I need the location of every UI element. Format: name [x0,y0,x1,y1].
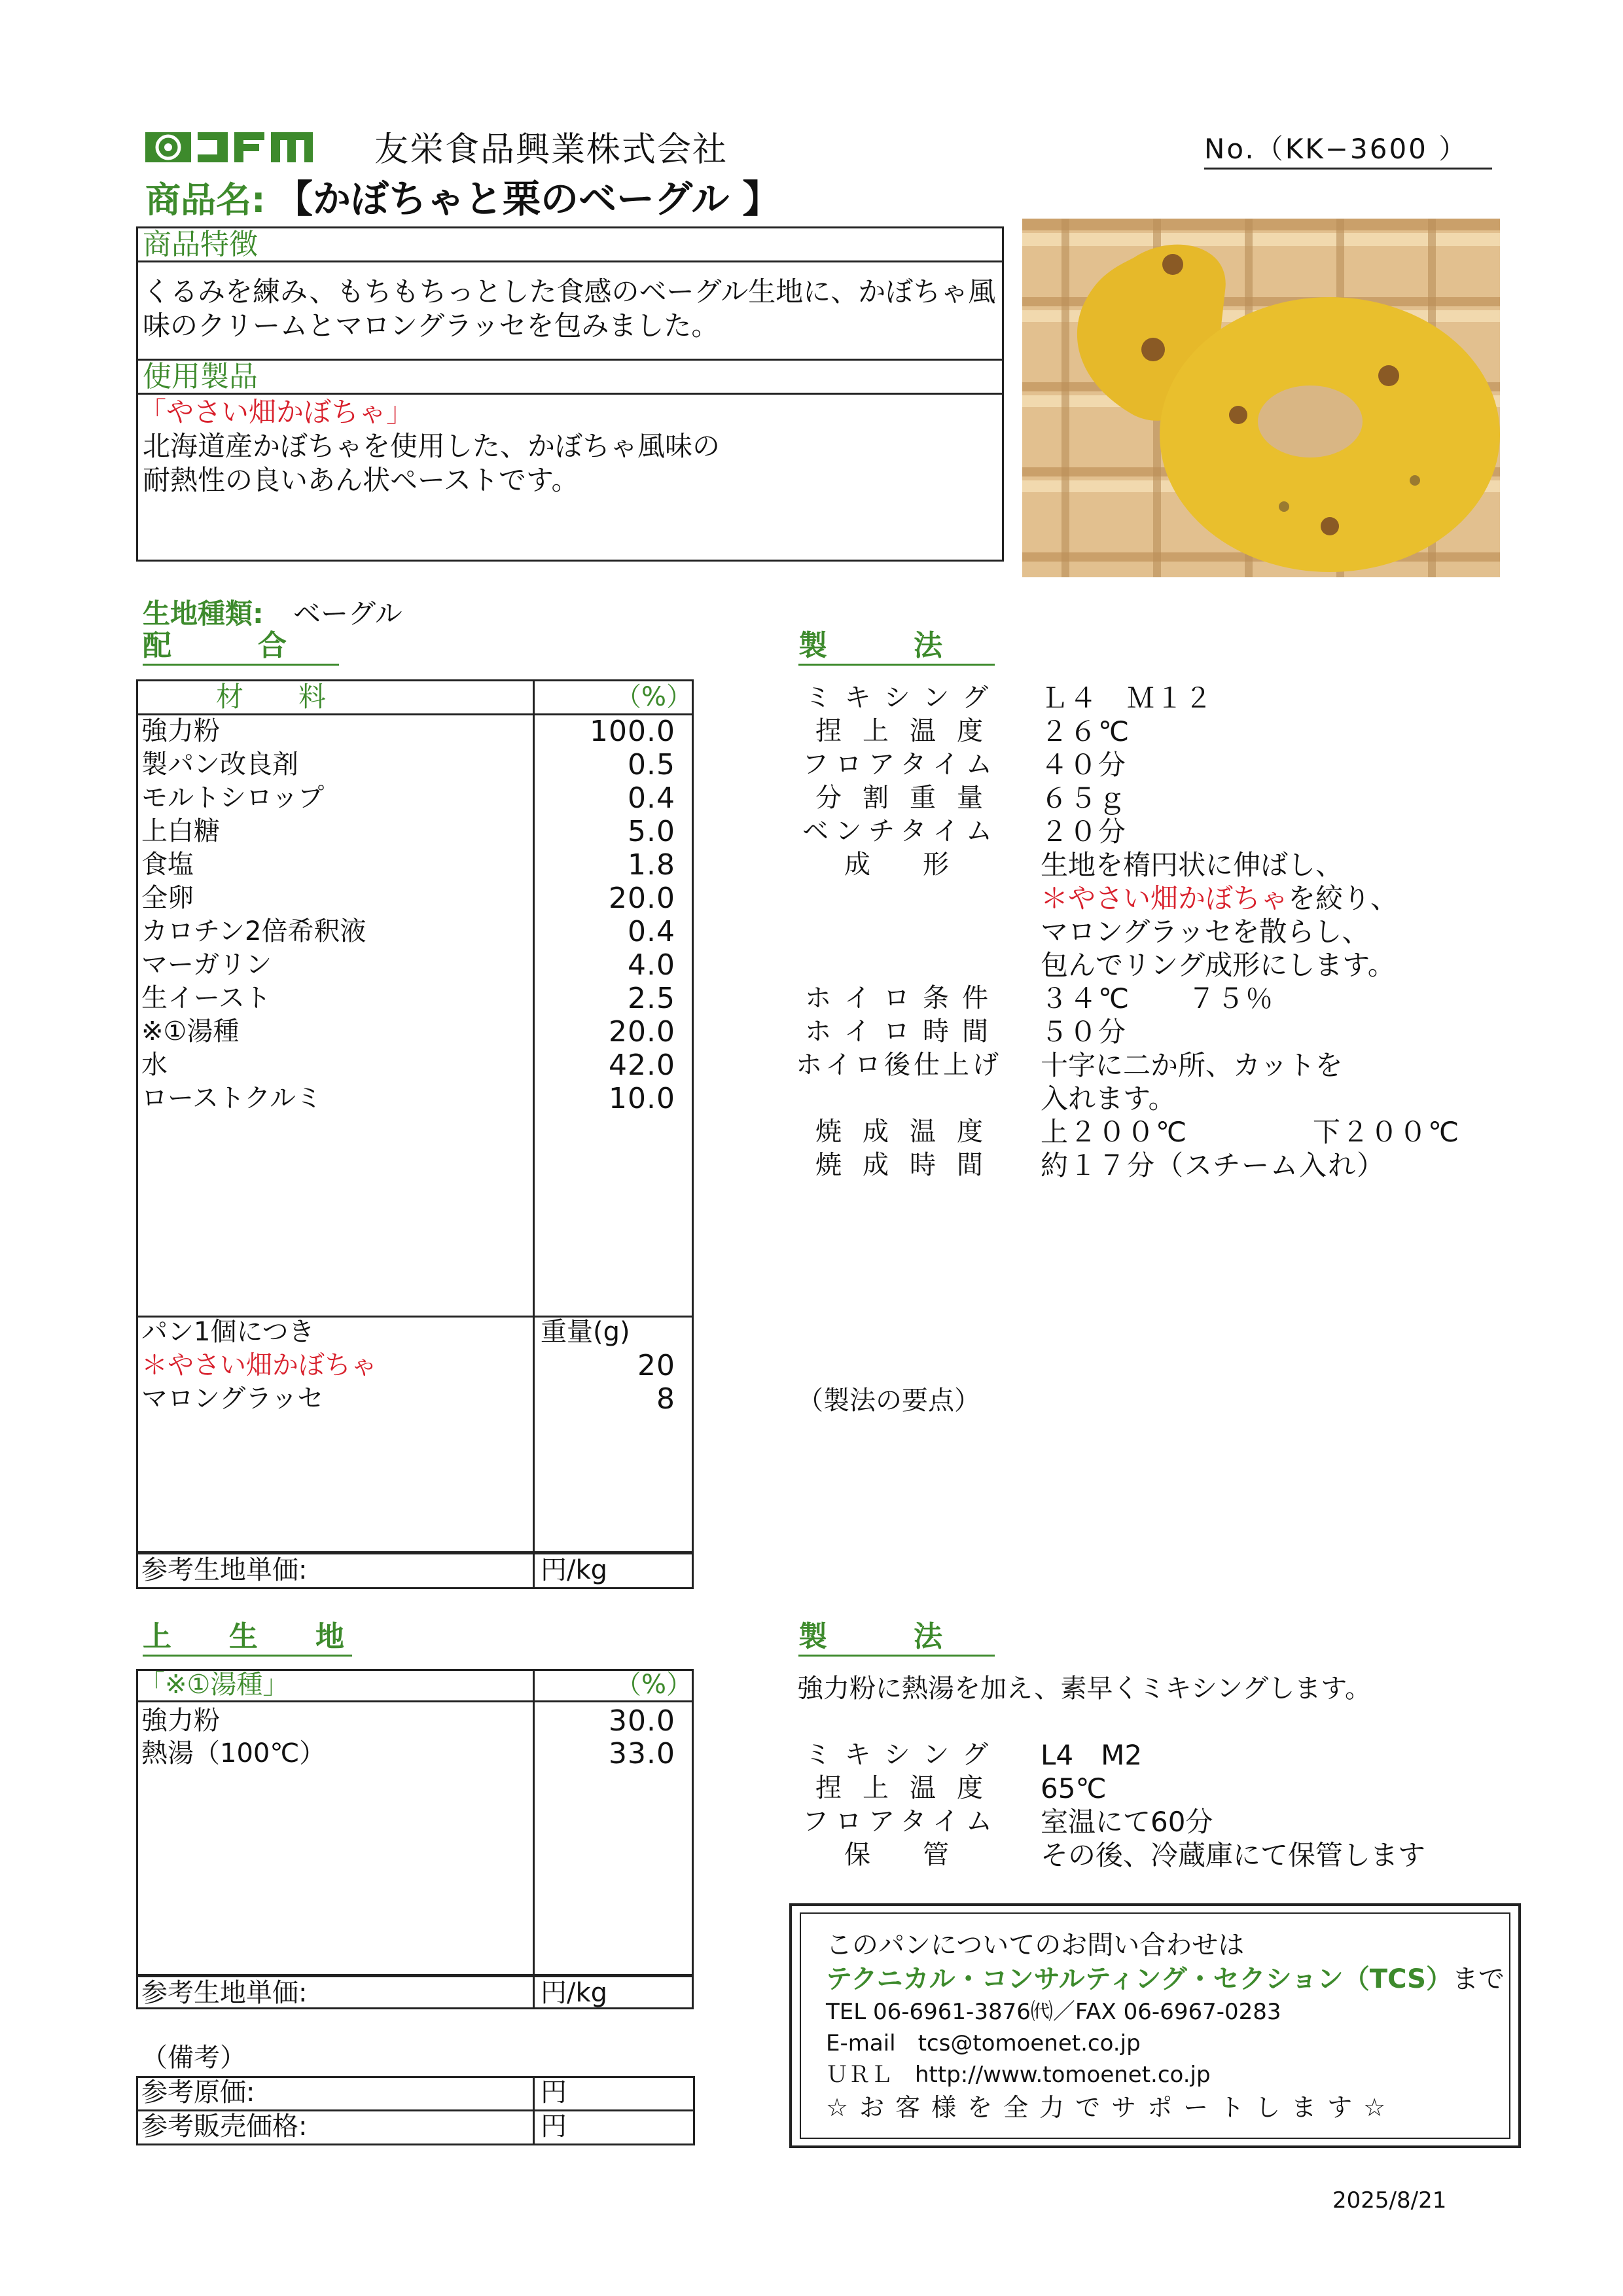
ingredient-value: 2.5 [628,982,675,1015]
ingredient-value: 4.0 [628,948,675,982]
yudane-method-heading: 製 法 [798,1619,995,1657]
weight-label: 重量(g) [541,1317,630,1347]
proof-time-value: ５０分 [1041,1016,1128,1048]
document-number: No.（KK−3600 ） [1204,131,1492,170]
yudane-heading: 上 生 地 [143,1619,352,1657]
method-step-value: ４０分 [1041,749,1128,781]
filling-value-1: 20 [637,1349,675,1382]
recipe-table-divider [533,679,535,1589]
finish-line-1: 十字に二か所、カットを [1041,1049,1343,1081]
bagel-photo [1022,219,1500,577]
company-name: 友栄食品興業株式会社 [374,130,728,170]
ingredient-value: 20.0 [609,1015,675,1049]
products-heading-rule [136,393,1004,395]
yudane-header-rule [136,1700,694,1702]
ingredient-name: 食塩 [141,850,194,880]
yudane-step-label: 捏上温度 [815,1773,983,1803]
yudane-value-1: 30.0 [609,1704,675,1738]
products-used-text-1: 北海道産かぼちゃを使用した、かぼちゃ風味の [143,430,721,462]
yudane-step-value: その後、冷蔵庫にて保管します [1041,1839,1426,1871]
recipe-heading: 配 合 [143,628,339,666]
method-step-label: ミキシング [805,683,988,713]
ingredient-value: 5.0 [628,815,675,848]
jfm-logo-icon [145,128,314,166]
footer-date: 2025/8/21 [1332,2187,1447,2214]
bake-time-label: 焼成時間 [815,1150,983,1180]
contact-section-suffix: まで [1452,1964,1505,1994]
ingredient-value: 0.5 [628,748,675,781]
products-used-name: 「やさい畑かぼちゃ」 [139,396,414,428]
shaping-line-3: マロングラッセを散らし、 [1041,916,1370,948]
method-step-label: ベンチタイム [802,816,992,846]
product-label: 商品名: [145,179,266,221]
yudane-col-material: 「※①湯種」 [139,1670,289,1700]
bake-temp-label: 焼成温度 [815,1117,983,1147]
ingredient-name: 強力粉 [141,716,220,746]
ingredient-name: 上白糖 [141,816,220,846]
yudane-unit-price-unit: 円/kg [541,1978,608,2008]
product-name: 【かぼちゃと栗のベーグル 】 [275,177,781,221]
ingredient-value: 20.0 [609,882,675,915]
unit-price-label: 参考生地単価: [141,1555,308,1585]
unit-price-unit: 円/kg [541,1555,608,1585]
bake-time-value: 約１７分（スチーム入れ） [1041,1149,1386,1181]
bake-temp-lower: 下２００℃ [1313,1116,1461,1148]
ingredient-value: 0.4 [628,915,675,948]
company-logo [145,128,314,166]
method-step-label: 分割重量 [815,783,983,813]
products-used-text-2: 耐熱性の良いあん状ペーストです。 [143,464,579,496]
yudane-step-label: ミキシング [805,1740,988,1770]
contact-tel: TEL 06-6961-3876㈹／FAX 06-6967-0283 [826,1999,1281,2025]
method-step-label: フロアタイム [802,749,992,780]
cost-label: 参考原価: [141,2077,255,2108]
ingredient-name: モルトシロップ [141,783,325,813]
yudane-unit-price-label: 参考生地単価: [141,1978,308,2008]
filling-name-1: ＊やさい畑かぼちゃ [141,1350,377,1380]
filling-name-2: マロングラッセ [141,1384,324,1414]
ingredient-name: 全卵 [141,883,194,913]
features-heading-rule [136,260,1004,262]
price-label: 参考販売価格: [141,2111,308,2142]
yudane-col-pct: （%） [615,1670,693,1700]
ingredient-name: 製パン改良剤 [141,749,298,780]
shaping-line-2 [1041,882,1398,915]
yudane-method-intro: 強力粉に熱湯を加え、素早くミキシングします。 [797,1674,1371,1704]
shaping-line-1: 生地を楕円状に伸ばし、 [1041,849,1344,881]
ingredient-name: マーガリン [141,950,272,980]
ingredient-name: ※①湯種 [141,1016,240,1047]
method-step-value: Ｌ４ Ｍ１２ [1041,682,1214,714]
contact-slogan: ☆お客様を全力でサポートします☆ [826,2093,1397,2122]
contact-url[interactable]: ＵＲＬ http://www.tomoenet.co.jp [826,2062,1211,2088]
proof-time-label: ホイロ時間 [805,1016,988,1047]
yudane-value-2: 33.0 [609,1737,675,1770]
shaping-line-4: 包んでリング成形にします。 [1041,949,1395,981]
bake-temp-upper: 上２００℃ [1041,1116,1188,1148]
shaping-product: ＊やさい畑かぼちゃ [1041,882,1289,914]
features-text-1: くるみを練み、もちもちっとした食感のベーグル生地に、かぼちゃ風 [143,276,996,308]
contact-line-2 [826,1962,1505,1996]
proof-condition-label: ホイロ条件 [805,983,988,1013]
method-step-label: 捏上温度 [815,716,983,746]
yudane-ingredient-1: 強力粉 [141,1706,220,1736]
features-heading: 商品特徴 [143,228,258,261]
contact-email[interactable]: E-mail tcs@tomoenet.co.jp [826,2030,1141,2056]
proof-condition-value: ３４℃ ７５％ [1041,982,1275,1014]
ingredient-name: 生イースト [141,983,271,1013]
yudane-step-value: L4 M2 [1041,1739,1143,1771]
finish-line-2: 入れます。 [1041,1083,1176,1115]
ingredient-name: ローストクルミ [141,1083,322,1113]
features-text-2: 味のクリームとマロングラッセを包みました。 [143,310,719,342]
method-step-value: ６５ｇ [1041,782,1128,814]
ingredient-value: 10.0 [609,1082,675,1115]
notes-table-divider [533,2076,535,2145]
shaping-label: 成形 [844,850,949,880]
yudane-ingredient-2: 熱湯（100℃） [141,1738,326,1768]
cost-unit: 円 [541,2077,567,2108]
method-step-value: ２０分 [1041,816,1128,848]
contact-line-1: このパンについてのお問い合わせは [826,1930,1245,1960]
ingredient-value: 42.0 [609,1049,675,1082]
yudane-step-label: フロアタイム [802,1806,992,1837]
filling-value-2: 8 [656,1382,675,1416]
recipe-col-material: 材 料 [216,681,327,713]
finish-label: ホイロ後仕上げ [796,1050,999,1080]
ingredient-name: 水 [141,1050,168,1080]
notes-heading: （備考） [141,2043,246,2073]
shaping-line-2-rest: を絞り、 [1288,882,1399,914]
price-unit: 円 [541,2111,567,2142]
method-step-value: ２６℃ [1041,715,1131,747]
per-bread-label: パン1個につき [141,1317,315,1347]
yudane-step-value: 室温にて60分 [1041,1806,1213,1838]
ingredient-value: 0.4 [628,781,675,815]
recipe-col-pct: （%） [615,682,693,712]
method-points: （製法の要点） [797,1386,980,1416]
ingredient-value: 100.0 [590,715,675,748]
ingredient-value: 1.8 [628,848,675,882]
products-heading-top-rule [136,359,1004,361]
dough-type-value: ベーグル [293,598,402,630]
contact-section-name: テクニカル・コンサルティング・セクション（TCS） [826,1964,1452,1994]
yudane-step-label: 保管 [844,1840,949,1870]
dough-type-label: 生地種類: [143,598,264,630]
products-used-heading: 使用製品 [143,360,258,393]
bagel-photo-icon [1022,219,1500,577]
method-heading: 製 法 [798,628,995,666]
yudane-step-value: 65℃ [1041,1772,1107,1804]
ingredient-name: カロチン2倍希釈液 [141,916,366,946]
yudane-table-divider [533,1669,535,2009]
